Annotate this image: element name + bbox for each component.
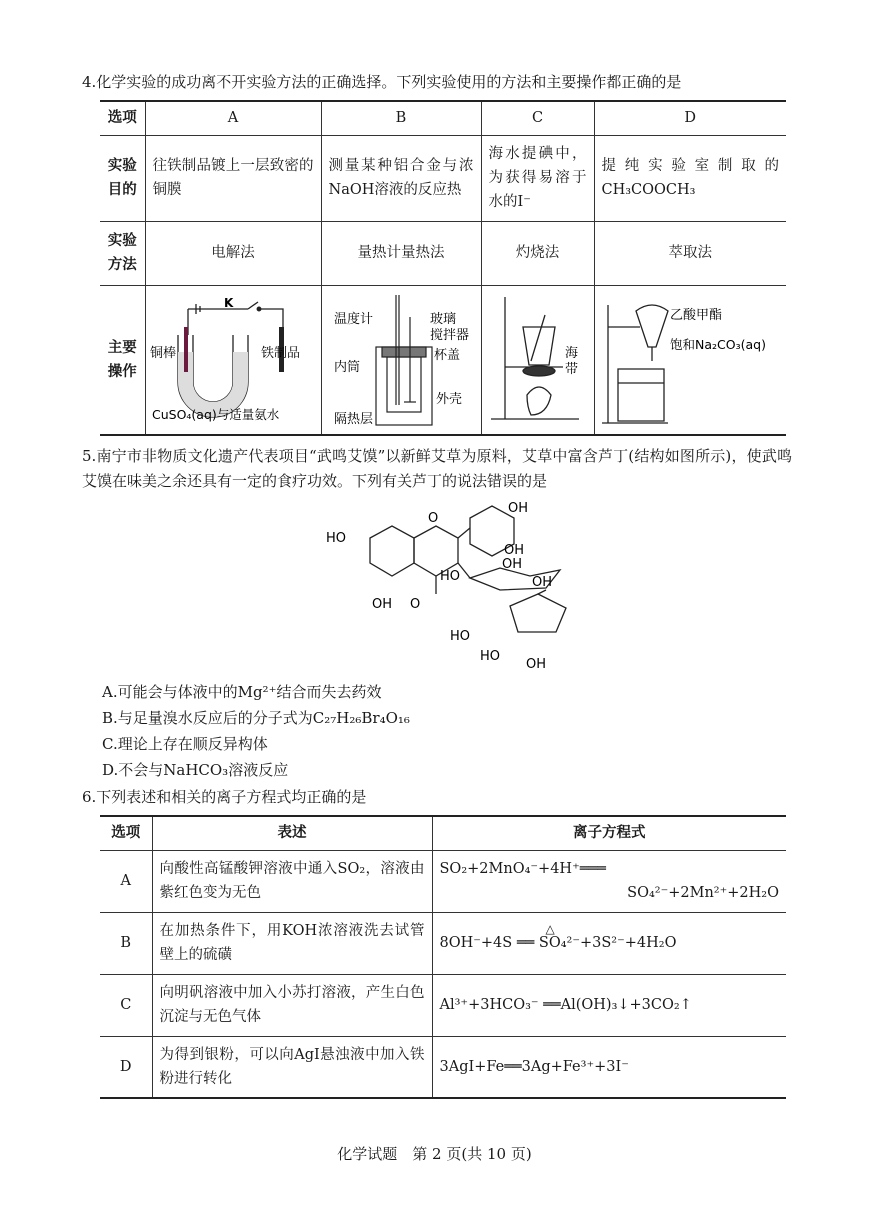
rutin-structure-icon [300, 498, 600, 678]
fig-b-stir1-label: 玻璃 [429, 311, 456, 327]
q6-row-a-eq-line1: SO₂+2MnO₄⁻+4H⁺═══ [439, 861, 606, 877]
q6-row-a-eq [432, 850, 786, 912]
q4-stem: 4.化学实验的成功离不开实验方法的正确选择。下列实验使用的方法和主要操作都正确的是 [82, 73, 682, 91]
q6-row-c-option: C [100, 974, 152, 1036]
q6-row-c-eq: Al³⁺+3HCO₃⁻ ══Al(OH)₃↓+3CO₂↑ [432, 974, 786, 1036]
q4-figure-c-cell [481, 285, 594, 435]
burning-apparatus-icon [483, 287, 593, 433]
fig-d-sat-label: 饱和Na₂CO₃(aq) [669, 336, 766, 352]
q4-figure-d-cell [594, 285, 786, 435]
q4-header-option: 选项 [100, 101, 145, 135]
fig-b-outer-label: 外壳 [435, 391, 462, 407]
fig-c-sea2-label: 带 [564, 361, 578, 377]
q4-purpose-d: 提纯实验室制取的CH₃COOCH₃ [594, 135, 786, 221]
q4-header-c: C [481, 101, 594, 135]
struct-ho-2: HO [440, 569, 461, 584]
extraction-apparatus-icon [598, 287, 783, 433]
struct-oh-6: OH [526, 657, 547, 672]
q6-row-b-heat-symbol: △ [545, 922, 555, 936]
q6-row-d-option: D [100, 1036, 152, 1098]
q5-option-a: A.可能会与体液中的Mg²⁺结合而失去药效 [102, 683, 382, 701]
q6-row-d-eq: 3AgI+Fe══3Ag+Fe³⁺+3I⁻ [432, 1036, 786, 1098]
q6-stem: 6.下列表述和相关的离子方程式均正确的是 [82, 788, 367, 806]
q6-row-b-desc: 在加热条件下，用KOH浓溶液洗去试管壁上的硫磺 [152, 912, 432, 974]
q4-header-d: D [594, 101, 786, 135]
calorimeter-icon [324, 287, 479, 433]
q4-header-a: A [145, 101, 321, 135]
fig-a-k-label: K [224, 295, 234, 310]
q4-purpose-label: 实验目的 [100, 135, 145, 221]
q4-purpose-c: 海水提碘中，为获得易溶于水的I⁻ [481, 135, 594, 221]
q4-purpose-a: 往铁制品镀上一层致密的铜膜 [145, 135, 321, 221]
q4-purpose-b: 测量某种铝合金与浓NaOH溶液的反应热 [321, 135, 481, 221]
fig-d-ester-label: 乙酸甲酯 [669, 307, 722, 323]
q5-option-b: B.与足量溴水反应后的分子式为C₂₇H₂₆Br₄O₁₆ [102, 709, 410, 727]
fig-b-thermo-label: 温度计 [333, 311, 373, 327]
q6-header-option: 选项 [100, 816, 152, 850]
struct-oh-2: OH [508, 501, 529, 516]
electrolysis-apparatus-icon [148, 287, 318, 433]
fig-a-left-label: 铜棒 [150, 345, 177, 361]
q4-method-b: 量热计量热法 [321, 221, 481, 285]
struct-ho-1: HO [326, 531, 347, 546]
q5-option-d: D.不会与NaHCO₃溶液反应 [102, 761, 289, 779]
q4-method-c: 灼烧法 [481, 221, 594, 285]
struct-oh-3: OH [504, 543, 525, 558]
struct-ho-4: HO [480, 649, 501, 664]
q6-row-a-desc: 向酸性高锰酸钾溶液中通入SO₂，溶液由紫红色变为无色 [152, 850, 432, 912]
q6-row-a-option: A [100, 850, 152, 912]
struct-oh-1: OH [372, 597, 393, 612]
struct-oh-5: OH [532, 575, 553, 590]
q4-method-d: 萃取法 [594, 221, 786, 285]
q6-header-desc: 表述 [152, 816, 432, 850]
q4-method-label: 实验方法 [100, 221, 145, 285]
q6-table [100, 815, 786, 1099]
q4-method-a: 电解法 [145, 221, 321, 285]
q6-header-eq: 离子方程式 [432, 816, 786, 850]
q6-row-b-eq [432, 912, 786, 974]
fig-b-insul-label: 隔热层 [333, 411, 373, 427]
fig-b-inner-label: 内筒 [333, 359, 360, 375]
q4-header-b: B [321, 101, 481, 135]
struct-ho-3: HO [450, 629, 471, 644]
struct-oh-4: OH [502, 557, 523, 572]
q4-table [100, 100, 786, 436]
fig-b-lid-label: 杯盖 [433, 347, 460, 363]
q5-stem: 5.南宁市非物质文化遗产代表项目“武鸣艾馍”以新鲜艾草为原料，艾草中富含芦丁(结构如图所示)，使武鸣艾馍在味美之余还具有一定的食疗功效。下列有关芦丁的说法错误的是 [82, 447, 792, 490]
struct-o-1: O [410, 597, 421, 612]
fig-c-sea1-label: 海 [564, 345, 578, 361]
q6-row-b-eq-text: 8OH⁻+4S ══ SO₄²⁻+3S²⁻+4H₂O [439, 935, 677, 951]
q4-operation-label: 主要操作 [100, 285, 145, 435]
fig-b-stir2-label: 搅拌器 [429, 327, 469, 343]
q6-row-c-desc: 向明矾溶液中加入小苏打溶液，产生白色沉淀与无色气体 [152, 974, 432, 1036]
q6-row-d-desc: 为得到银粉，可以向AgI悬浊液中加入铁粉进行转化 [152, 1036, 432, 1098]
fig-a-bottom-label: CuSO₄(aq)与适量氨水 [152, 406, 280, 422]
q6-row-a-eq-line2: SO₄²⁻+2Mn²⁺+2H₂O [627, 885, 779, 901]
q4-figure-b-cell [321, 285, 481, 435]
q6-row-b-option: B [100, 912, 152, 974]
struct-o-2: O [428, 511, 439, 526]
fig-a-right-label: 铁制品 [261, 345, 301, 361]
q4-figure-a-cell [145, 285, 321, 435]
q5-option-c: C.理论上存在顺反异构体 [102, 735, 268, 753]
page-footer: 化学试题 第 2 页(共 10 页) [337, 1145, 532, 1163]
